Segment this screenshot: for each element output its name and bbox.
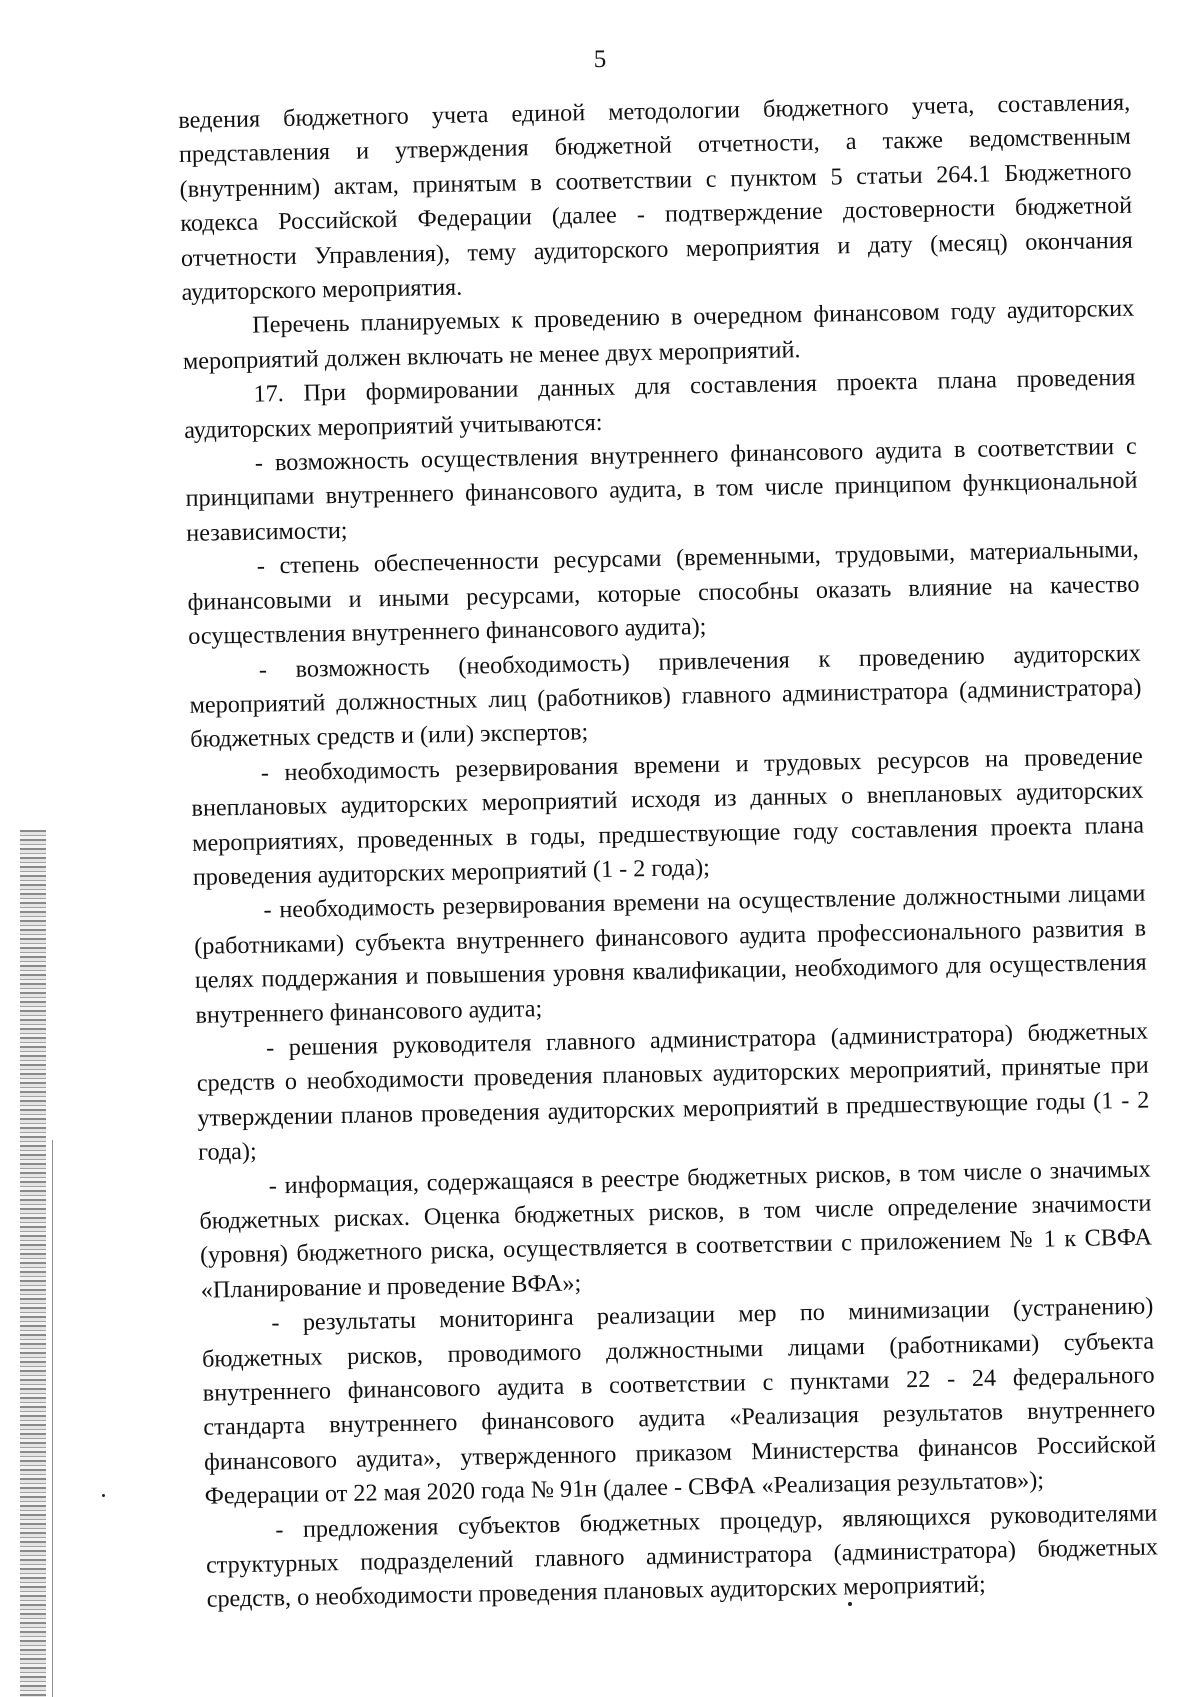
list-item-unplanned-reserve: - необходимость резервирования времени и трудовых ресурсов на проведение внеплановых аудиторских мероприятий исходя из данных о внеплановых аудиторских мероприятиях, проведенных в годы, предшествующие году составления проекта плана проведения аудиторских мероприятий (1 - 2 года); [191,742,1145,891]
list-item-proposals: - предложения субъектов бюджетных процедур, являющихся руководителями структурных подразделений главного администратора (администратора) бюджетных средств, о необходимости проведения плановых аудиторских мероприятий; [205,1499,1159,1614]
document-body [178,86,1159,1618]
list-item-experts: - возможность (необходимость) привлечения к проведению аудиторских мероприятий должностных лиц (работников) главного администратора (администратора) бюджетных средств и (или) экспертов; [189,639,1142,754]
list-item-head-decisions: - решения руководителя главного администратора (администратора) бюджетных средств о необходимости проведения плановых аудиторских мероприятий, принятые при утверждении планов проведения аудиторских мероприятий в предшествующие годы (1 - 2 года); [196,1017,1150,1166]
page-number: 5 [593,46,607,73]
paragraph-17: 17. При формировании данных для составления проекта плана проведения аудиторских мероприятий учитываются: [184,363,1136,444]
list-item-risk-monitoring: - результаты мониторинга реализации мер по минимизации (устранению) бюджетных рисков, проводимого должностными лицами (работниками) субъекта внутреннего финансового аудита в соответствии с пунктами 22 - 24 федерального стандарта внутреннего финансового аудита «Реализация результатов внутреннего финансового аудита», утвержденного приказом Министерства финансов Российской Федерации от 22 мая 2020 года № 91н (далее - СВФА «Реализация результатов»); [201,1292,1157,1510]
list-item-principles: - возможность осуществления внутреннего финансового аудита в соответствии с принципами внутреннего финансового аудита, в том числе принципом функциональной независимости; [185,432,1138,547]
paragraph-continuation: ведения бюджетного учета единой методологии бюджетного учета, составления, представления и утверждения бюджетной отчетности, а также ведомственным (внутренним) актам, принятым в соответствии с пунктом 5 статьи 264.1 Бюджетного кодекса Российской Федерации (далее - подтверждение достоверности бюджетной отчетности Управления), тему аудиторского мероприятия и дату (месяц) окончания аудиторского мероприятия. [178,88,1134,306]
scan-speck [102,1494,105,1497]
list-item-professional-development: - необходимость резервирования времени на осуществление должностными лицами (работниками) субъекта внутреннего финансового аудита профессионального развития в целях поддержания и повышения уровня квалификации, необходимого для осуществления внутреннего финансового аудита; [193,879,1147,1029]
scan-binding-edge [20,830,46,1697]
paragraph-audit-count: Перечень планируемых к проведению в очередном финансовом году аудиторских мероприятий должен включать не менее двух мероприятий. [182,295,1135,375]
list-item-resources: - степень обеспеченности ресурсами (временными, трудовыми, материальными, финансовыми и иными ресурсами, которые способны оказать влияние на качество осуществления внутреннего финансового аудита); [187,535,1140,650]
list-item-risk-register: - информация, содержащаяся в реестре бюджетных рисков, в том числе о значимых бюджетных рисках. Оценка бюджетных рисков, в том числе определение значимости (уровня) бюджетного риска, осуществляется в соответствии с приложением № 1 к СВФА «Планирование и проведение ВФА»; [199,1155,1153,1304]
scan-edge-line [52,1140,53,1697]
